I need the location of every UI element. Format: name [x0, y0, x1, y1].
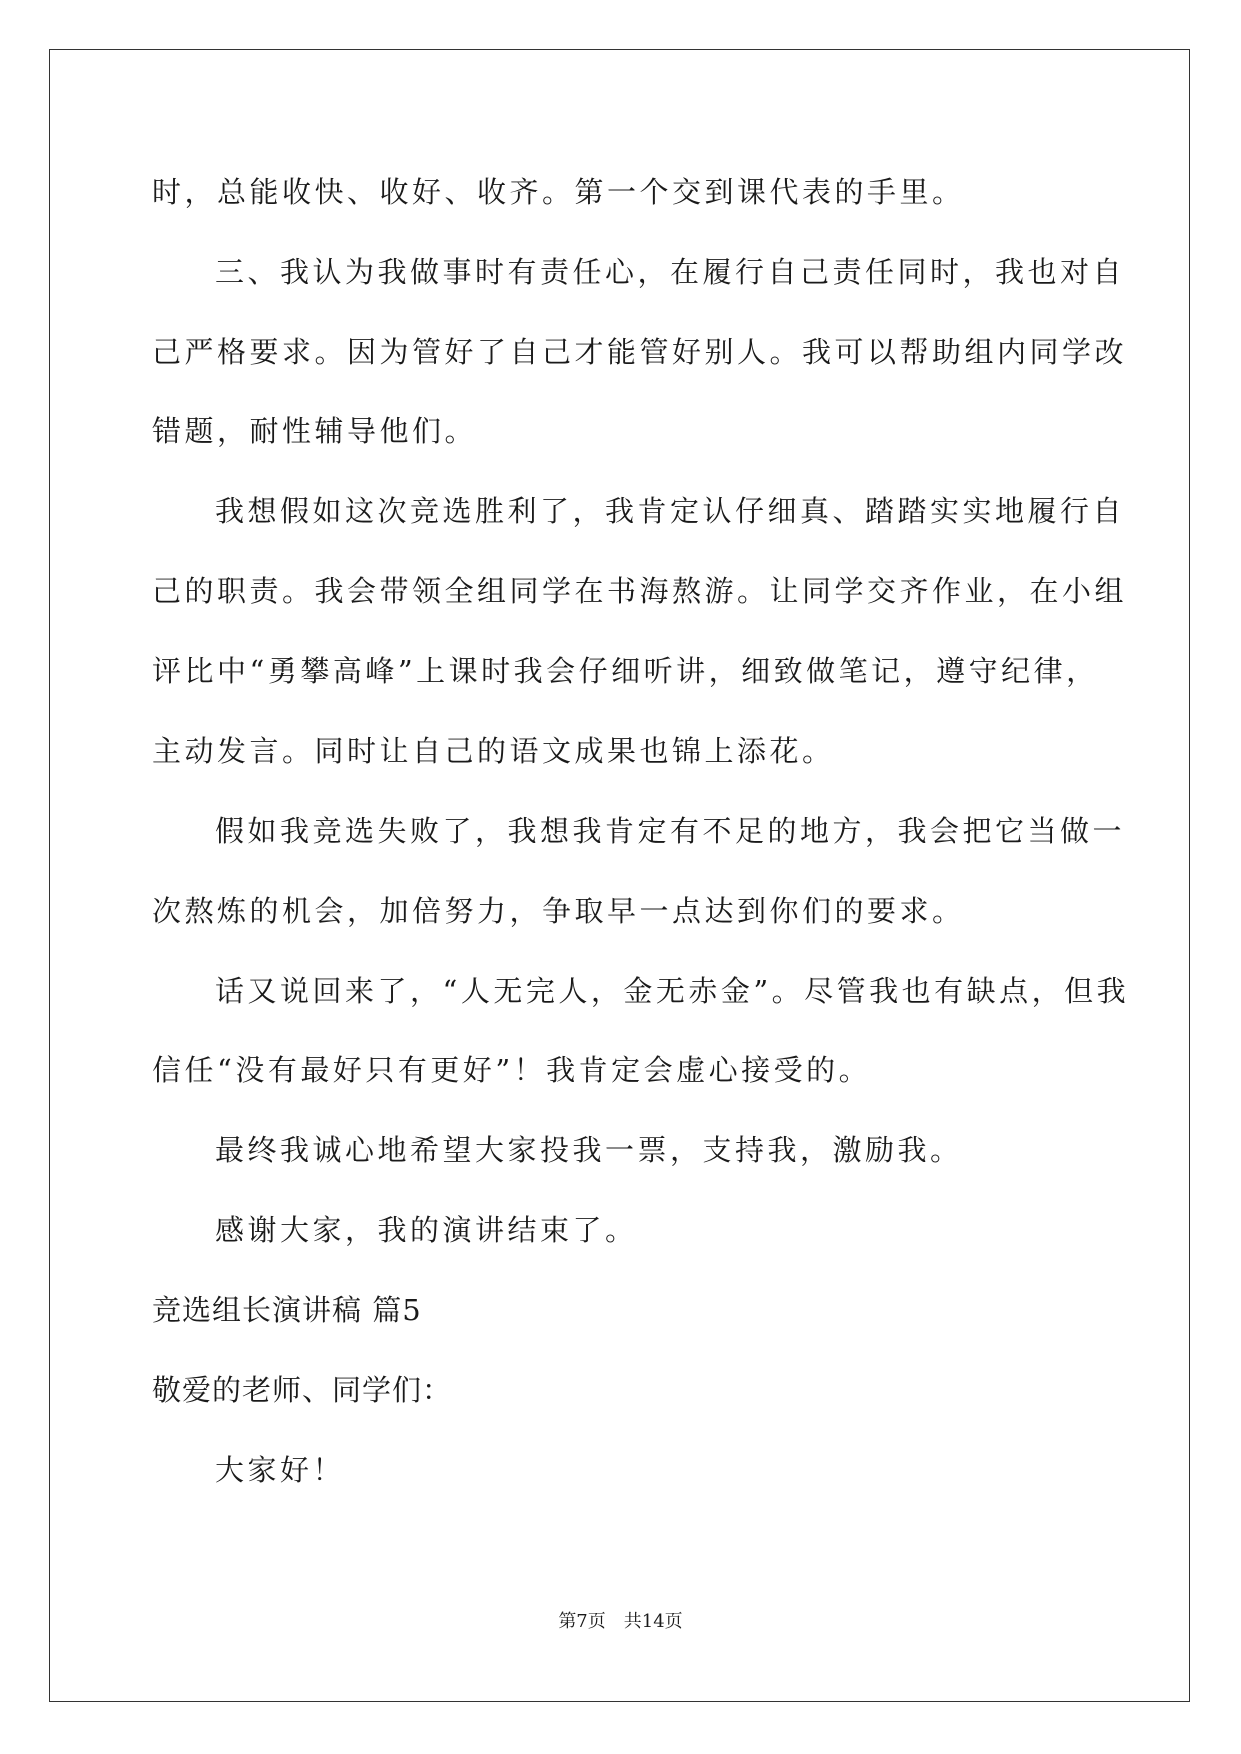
paragraph-first-line: 话又说回来了，“人无完人，金无赤金”。尽管我也有缺点，但我	[215, 974, 1130, 1008]
body-line: 时，总能收快、收好、收齐。第一个交到课代表的手里。	[152, 175, 965, 209]
paragraph-first-line: 假如我竞选失败了，我想我肯定有不足的地方，我会把它当做一	[215, 814, 1126, 848]
body-line: 己严格要求。因为管好了自己才能管好别人。我可以帮助组内同学改	[152, 335, 1128, 369]
page-number-current: 第7页	[558, 1611, 606, 1632]
page-footer	[0, 1611, 1241, 1633]
paragraph-first-line: 我想假如这次竞选胜利了，我肯定认仔细真、踏踏实实地履行自	[215, 494, 1126, 528]
body-line: 己的职责。我会带领全组同学在书海熬游。让同学交齐作业，在小组	[152, 574, 1128, 608]
section-heading: 竞选组长演讲稿 篇5	[152, 1293, 422, 1327]
paragraph-first-line: 最终我诚心地希望大家投我一票，支持我，激励我。	[215, 1133, 963, 1167]
body-line: 评比中“勇攀高峰”上课时我会仔细听讲，细致做笔记，遵守纪律，	[152, 654, 1099, 688]
body-line: 主动发言。同时让自己的语文成果也锦上添花。	[152, 734, 835, 768]
body-line: 信任“没有最好只有更好”！我肯定会虚心接受的。	[152, 1053, 872, 1087]
greeting: 大家好！	[215, 1453, 346, 1487]
paragraph-first-line: 三、我认为我做事时有责任心，在履行自己责任同时，我也对自	[215, 255, 1126, 289]
body-line: 错题，耐性辅导他们。	[152, 414, 478, 448]
paragraph-first-line: 感谢大家，我的演讲结束了。	[215, 1213, 638, 1247]
salutation: 敬爱的老师、同学们：	[152, 1373, 453, 1407]
page-number-total: 共14页	[623, 1611, 683, 1632]
body-line: 次熬炼的机会，加倍努力，争取早一点达到你们的要求。	[152, 894, 965, 928]
